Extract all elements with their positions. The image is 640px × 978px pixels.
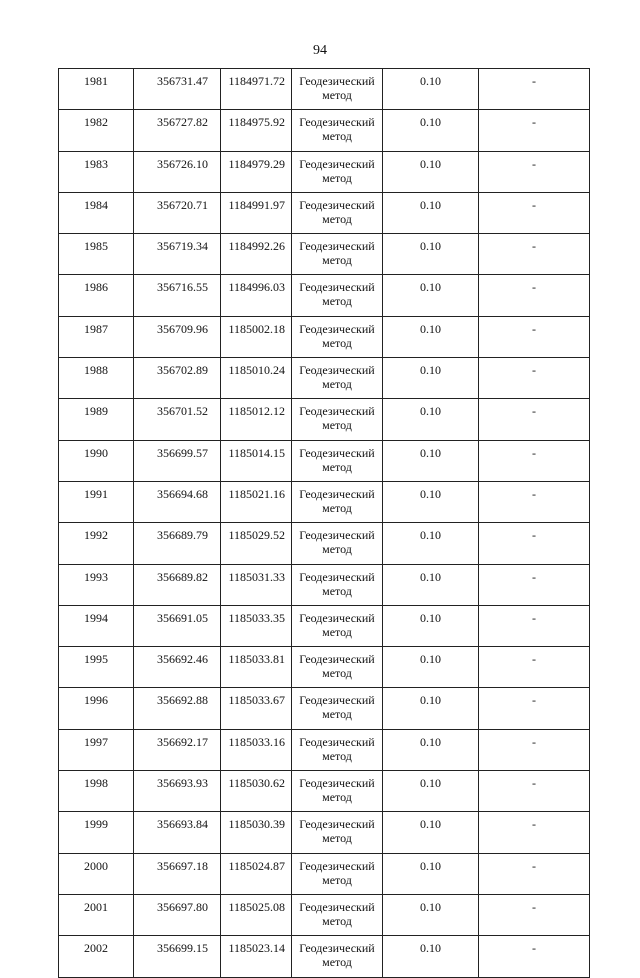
method-cell: Геодезический метод xyxy=(292,399,383,440)
point-number-cell: 1983 xyxy=(59,151,134,192)
error-cell: 0.10 xyxy=(383,771,479,812)
x-coordinate-cell: 356709.96 xyxy=(134,316,221,357)
point-number-cell: 1998 xyxy=(59,771,134,812)
point-number-cell: 1991 xyxy=(59,481,134,522)
note-cell: - xyxy=(479,110,590,151)
table-row xyxy=(59,729,590,770)
note-cell: - xyxy=(479,275,590,316)
y-coordinate-cell: 1185002.18 xyxy=(221,316,292,357)
x-coordinate-cell: 356716.55 xyxy=(134,275,221,316)
x-coordinate-cell: 356731.47 xyxy=(134,69,221,110)
method-cell: Геодезический метод xyxy=(292,564,383,605)
table-row xyxy=(59,853,590,894)
table-row xyxy=(59,894,590,935)
note-cell: - xyxy=(479,936,590,977)
y-coordinate-cell: 1184992.26 xyxy=(221,234,292,275)
x-coordinate-cell: 356689.79 xyxy=(134,523,221,564)
x-coordinate-cell: 356692.88 xyxy=(134,688,221,729)
table-row xyxy=(59,110,590,151)
point-number-cell: 1999 xyxy=(59,812,134,853)
error-cell: 0.10 xyxy=(383,605,479,646)
method-cell: Геодезический метод xyxy=(292,647,383,688)
x-coordinate-cell: 356701.52 xyxy=(134,399,221,440)
error-cell: 0.10 xyxy=(383,316,479,357)
x-coordinate-cell: 356726.10 xyxy=(134,151,221,192)
x-coordinate-cell: 356697.18 xyxy=(134,853,221,894)
table-row xyxy=(59,936,590,977)
error-cell: 0.10 xyxy=(383,853,479,894)
method-cell: Геодезический метод xyxy=(292,688,383,729)
x-coordinate-cell: 356692.46 xyxy=(134,647,221,688)
note-cell: - xyxy=(479,729,590,770)
table-row xyxy=(59,647,590,688)
method-cell: Геодезический метод xyxy=(292,151,383,192)
table-row xyxy=(59,275,590,316)
point-number-cell: 1994 xyxy=(59,605,134,646)
note-cell: - xyxy=(479,812,590,853)
table-body xyxy=(59,69,590,978)
method-cell: Геодезический метод xyxy=(292,812,383,853)
method-cell: Геодезический метод xyxy=(292,936,383,977)
method-cell: Геодезический метод xyxy=(292,316,383,357)
point-number-cell: 1987 xyxy=(59,316,134,357)
error-cell: 0.10 xyxy=(383,812,479,853)
y-coordinate-cell: 1184971.72 xyxy=(221,69,292,110)
y-coordinate-cell: 1185030.62 xyxy=(221,771,292,812)
note-cell: - xyxy=(479,316,590,357)
table-row xyxy=(59,151,590,192)
table-row xyxy=(59,69,590,110)
y-coordinate-cell: 1184975.92 xyxy=(221,110,292,151)
error-cell: 0.10 xyxy=(383,647,479,688)
point-number-cell: 1984 xyxy=(59,192,134,233)
error-cell: 0.10 xyxy=(383,69,479,110)
y-coordinate-cell: 1184996.03 xyxy=(221,275,292,316)
x-coordinate-cell: 356702.89 xyxy=(134,358,221,399)
y-coordinate-cell: 1184979.29 xyxy=(221,151,292,192)
error-cell: 0.10 xyxy=(383,729,479,770)
point-number-cell: 1995 xyxy=(59,647,134,688)
table-row xyxy=(59,358,590,399)
error-cell: 0.10 xyxy=(383,936,479,977)
coordinates-table xyxy=(58,68,590,978)
method-cell: Геодезический метод xyxy=(292,729,383,770)
note-cell: - xyxy=(479,440,590,481)
point-number-cell: 2000 xyxy=(59,853,134,894)
table-row xyxy=(59,771,590,812)
error-cell: 0.10 xyxy=(383,234,479,275)
table-row xyxy=(59,481,590,522)
error-cell: 0.10 xyxy=(383,151,479,192)
note-cell: - xyxy=(479,523,590,564)
method-cell: Геодезический метод xyxy=(292,853,383,894)
y-coordinate-cell: 1185021.16 xyxy=(221,481,292,522)
note-cell: - xyxy=(479,234,590,275)
y-coordinate-cell: 1185024.87 xyxy=(221,853,292,894)
point-number-cell: 2001 xyxy=(59,894,134,935)
error-cell: 0.10 xyxy=(383,523,479,564)
note-cell: - xyxy=(479,481,590,522)
method-cell: Геодезический метод xyxy=(292,605,383,646)
point-number-cell: 1997 xyxy=(59,729,134,770)
note-cell: - xyxy=(479,605,590,646)
note-cell: - xyxy=(479,69,590,110)
error-cell: 0.10 xyxy=(383,399,479,440)
y-coordinate-cell: 1185033.16 xyxy=(221,729,292,770)
error-cell: 0.10 xyxy=(383,358,479,399)
note-cell: - xyxy=(479,688,590,729)
method-cell: Геодезический метод xyxy=(292,275,383,316)
error-cell: 0.10 xyxy=(383,192,479,233)
point-number-cell: 1990 xyxy=(59,440,134,481)
y-coordinate-cell: 1185023.14 xyxy=(221,936,292,977)
y-coordinate-cell: 1185010.24 xyxy=(221,358,292,399)
x-coordinate-cell: 356699.15 xyxy=(134,936,221,977)
point-number-cell: 1996 xyxy=(59,688,134,729)
note-cell: - xyxy=(479,894,590,935)
note-cell: - xyxy=(479,192,590,233)
method-cell: Геодезический метод xyxy=(292,69,383,110)
x-coordinate-cell: 356694.68 xyxy=(134,481,221,522)
error-cell: 0.10 xyxy=(383,275,479,316)
point-number-cell: 2002 xyxy=(59,936,134,977)
point-number-cell: 1981 xyxy=(59,69,134,110)
y-coordinate-cell: 1185031.33 xyxy=(221,564,292,605)
table-row xyxy=(59,564,590,605)
note-cell: - xyxy=(479,564,590,605)
method-cell: Геодезический метод xyxy=(292,440,383,481)
note-cell: - xyxy=(479,151,590,192)
page-number: 94 xyxy=(313,43,327,58)
x-coordinate-cell: 356719.34 xyxy=(134,234,221,275)
table-row xyxy=(59,316,590,357)
point-number-cell: 1989 xyxy=(59,399,134,440)
point-number-cell: 1985 xyxy=(59,234,134,275)
error-cell: 0.10 xyxy=(383,688,479,729)
x-coordinate-cell: 356689.82 xyxy=(134,564,221,605)
table-row xyxy=(59,688,590,729)
y-coordinate-cell: 1185012.12 xyxy=(221,399,292,440)
point-number-cell: 1986 xyxy=(59,275,134,316)
table-row xyxy=(59,440,590,481)
error-cell: 0.10 xyxy=(383,440,479,481)
point-number-cell: 1993 xyxy=(59,564,134,605)
y-coordinate-cell: 1185014.15 xyxy=(221,440,292,481)
table-row xyxy=(59,192,590,233)
x-coordinate-cell: 356691.05 xyxy=(134,605,221,646)
method-cell: Геодезический метод xyxy=(292,110,383,151)
y-coordinate-cell: 1185033.81 xyxy=(221,647,292,688)
y-coordinate-cell: 1185030.39 xyxy=(221,812,292,853)
note-cell: - xyxy=(479,771,590,812)
table-row xyxy=(59,234,590,275)
x-coordinate-cell: 356720.71 xyxy=(134,192,221,233)
method-cell: Геодезический метод xyxy=(292,894,383,935)
method-cell: Геодезический метод xyxy=(292,481,383,522)
error-cell: 0.10 xyxy=(383,564,479,605)
method-cell: Геодезический метод xyxy=(292,771,383,812)
table-row xyxy=(59,399,590,440)
table-row xyxy=(59,523,590,564)
note-cell: - xyxy=(479,399,590,440)
error-cell: 0.10 xyxy=(383,481,479,522)
point-number-cell: 1988 xyxy=(59,358,134,399)
table-row xyxy=(59,605,590,646)
y-coordinate-cell: 1185025.08 xyxy=(221,894,292,935)
y-coordinate-cell: 1185033.67 xyxy=(221,688,292,729)
x-coordinate-cell: 356693.84 xyxy=(134,812,221,853)
method-cell: Геодезический метод xyxy=(292,358,383,399)
point-number-cell: 1982 xyxy=(59,110,134,151)
error-cell: 0.10 xyxy=(383,894,479,935)
x-coordinate-cell: 356692.17 xyxy=(134,729,221,770)
note-cell: - xyxy=(479,647,590,688)
method-cell: Геодезический метод xyxy=(292,523,383,564)
error-cell: 0.10 xyxy=(383,110,479,151)
method-cell: Геодезический метод xyxy=(292,234,383,275)
note-cell: - xyxy=(479,358,590,399)
point-number-cell: 1992 xyxy=(59,523,134,564)
y-coordinate-cell: 1185029.52 xyxy=(221,523,292,564)
x-coordinate-cell: 356699.57 xyxy=(134,440,221,481)
table-row xyxy=(59,812,590,853)
method-cell: Геодезический метод xyxy=(292,192,383,233)
x-coordinate-cell: 356727.82 xyxy=(134,110,221,151)
y-coordinate-cell: 1184991.97 xyxy=(221,192,292,233)
x-coordinate-cell: 356693.93 xyxy=(134,771,221,812)
y-coordinate-cell: 1185033.35 xyxy=(221,605,292,646)
x-coordinate-cell: 356697.80 xyxy=(134,894,221,935)
note-cell: - xyxy=(479,853,590,894)
